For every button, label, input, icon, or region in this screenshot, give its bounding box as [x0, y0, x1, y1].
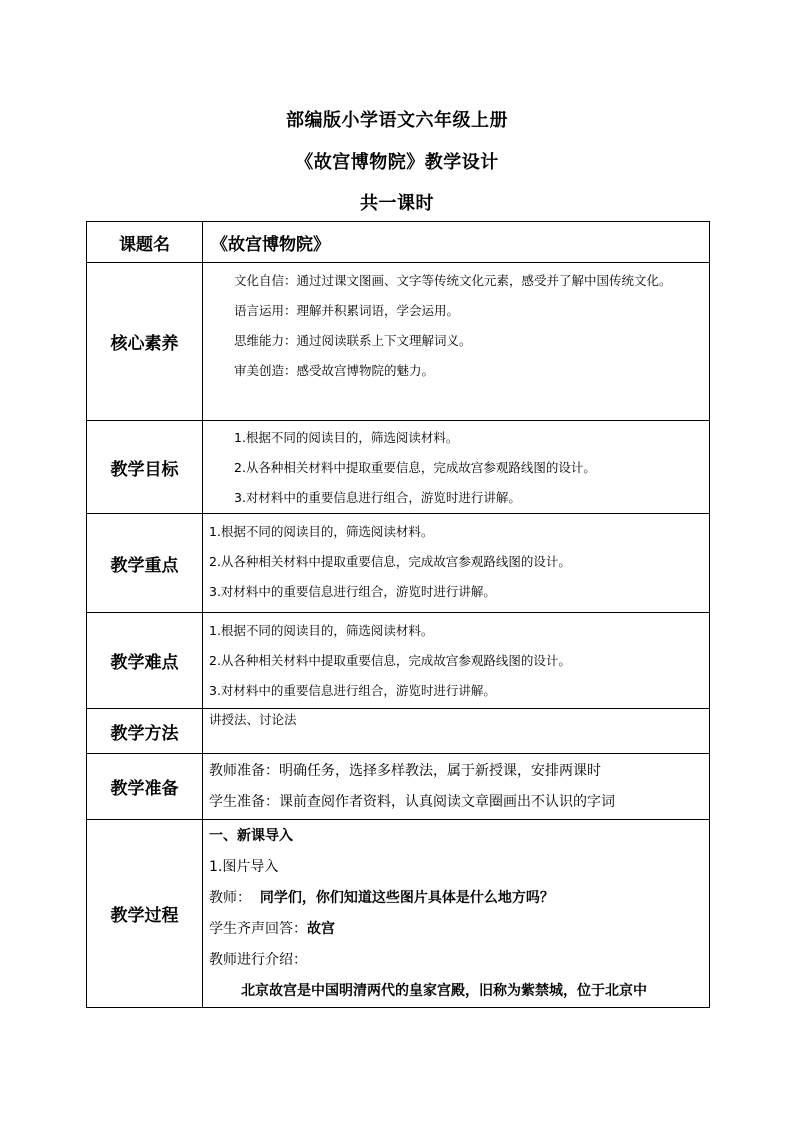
doc-title-line1: 部编版小学语文六年级上册	[286, 110, 508, 131]
content-literacy	[203, 263, 710, 421]
prep-item: 学生准备：课前查阅作者资料，认真阅读文章圈画出不认识的字词	[209, 794, 615, 810]
row-difficulty	[87, 613, 710, 709]
student-prefix: 学生齐声回答：	[209, 921, 307, 937]
difficulty-item: 1.根据不同的阅读目的，筛选阅读材料。	[209, 623, 434, 638]
teacher-question: 同学们，你们知道这些图片具体是什么地方吗？	[259, 890, 554, 906]
doc-title-line3: 共一课时	[360, 193, 434, 214]
goal-item: 1.根据不同的阅读目的，筛选阅读材料。	[234, 430, 459, 445]
doc-title-line2: 《故宫博物院》教学设计	[295, 152, 499, 173]
content-goals	[203, 421, 710, 514]
process-intro: 教师进行介绍：	[209, 952, 307, 968]
lesson-plan-table	[86, 221, 710, 1008]
process-teacher-line	[209, 883, 703, 914]
process-step: 1.图片导入	[209, 859, 279, 875]
row-topic	[87, 222, 710, 263]
content-focus	[203, 514, 710, 613]
prep-item: 教师准备：明确任务，选择多样教法，属于新授课，安排两课时	[209, 763, 601, 779]
label-method: 教学方法	[87, 709, 203, 754]
process-section: 一、新课导入	[209, 828, 293, 844]
label-goals: 教学目标	[87, 421, 203, 514]
student-answer: 故宫	[307, 921, 335, 937]
teacher-prefix: 教师：	[209, 890, 251, 906]
label-prep: 教学准备	[87, 754, 203, 820]
content-method	[203, 709, 710, 754]
difficulty-item: 3.对材料中的重要信息进行组合，游览时进行讲解。	[209, 683, 496, 698]
content-process	[203, 820, 710, 1008]
row-goals	[87, 421, 710, 514]
focus-item: 1.根据不同的阅读目的，筛选阅读材料。	[209, 524, 434, 539]
goal-item: 3.对材料中的重要信息进行组合，游览时进行讲解。	[234, 490, 521, 505]
value-topic: 《故宫博物院》	[203, 222, 710, 263]
row-method	[87, 709, 710, 754]
label-difficulty: 教学难点	[87, 613, 203, 709]
focus-item: 3.对材料中的重要信息进行组合，游览时进行讲解。	[209, 584, 496, 599]
row-process	[87, 820, 710, 1008]
process-student-line	[209, 914, 703, 945]
label-literacy: 核心素养	[87, 263, 203, 421]
label-process: 教学过程	[87, 820, 203, 1008]
difficulty-item: 2.从各种相关材料中提取重要信息，完成故宫参观路线图的设计。	[209, 653, 571, 668]
row-prep	[87, 754, 710, 820]
process-intro-text: 北京故宫是中国明清两代的皇家宫殿，旧称为紫禁城，位于北京中	[241, 983, 647, 999]
literacy-item: 审美创造：感受故宫博物院的魅力。	[234, 363, 435, 378]
row-focus	[87, 514, 710, 613]
literacy-item: 语言运用：理解并积累词语，学会运用。	[234, 303, 460, 318]
goal-item: 2.从各种相关材料中提取重要信息，完成故宫参观路线图的设计。	[234, 460, 596, 475]
focus-item: 2.从各种相关材料中提取重要信息，完成故宫参观路线图的设计。	[209, 554, 571, 569]
literacy-item: 思维能力：通过阅读联系上下文理解词义。	[234, 333, 472, 348]
method-value: 讲授法、讨论法	[209, 712, 297, 727]
row-literacy	[87, 263, 710, 421]
label-focus: 教学重点	[87, 514, 203, 613]
label-topic: 课题名	[87, 222, 203, 263]
content-prep	[203, 754, 710, 820]
literacy-item: 文化自信：通过过课文图画、文字等传统文化元素，感受并了解中国传统文化。	[234, 273, 672, 288]
content-difficulty	[203, 613, 710, 709]
